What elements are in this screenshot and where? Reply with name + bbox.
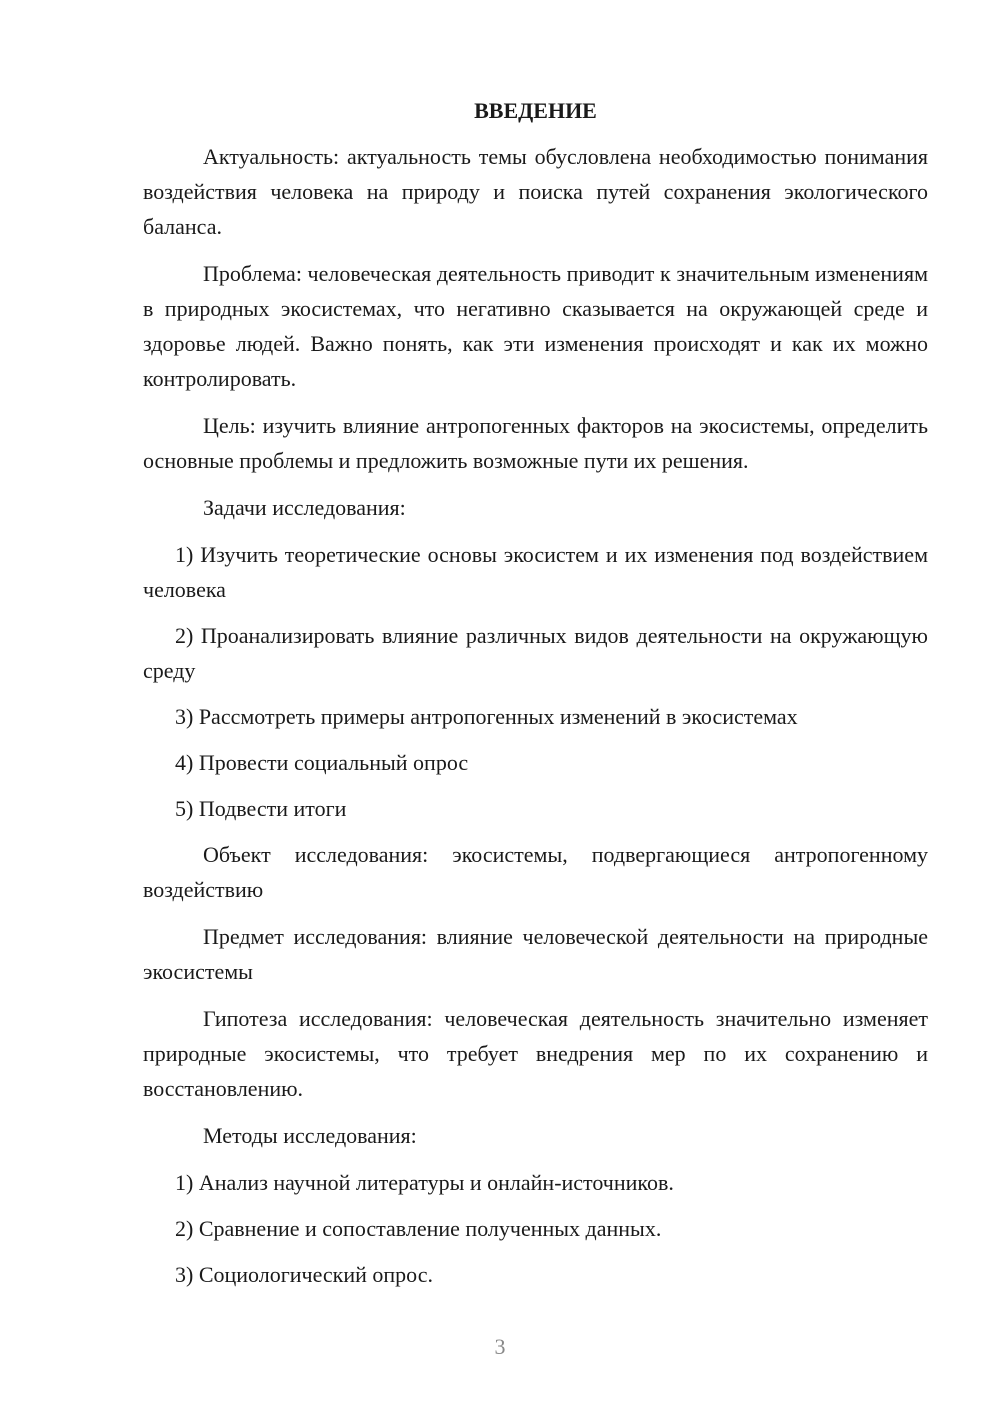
section-title: ВВЕДЕНИЕ [474,98,597,123]
task-item: 1) Изучить теоретические основы экосистем и их изменения под воздействием человека [143,542,928,602]
subject-paragraph: Предмет исследования: влияние человеческой деятельности на природные экосистемы [143,924,928,984]
task-item: 3) Рассмотреть примеры антропогенных изменений в экосистемах [175,704,798,729]
document-body [143,95,928,1303]
task-item: 5) Подвести итоги [175,796,347,821]
method-item: 1) Анализ научной литературы и онлайн-источников. [175,1170,674,1195]
object-paragraph: Объект исследования: экосистемы, подвергающиеся антропогенному воздействию [143,842,928,902]
task-item: 2) Проанализировать влияние различных видов деятельности на окружающую среду [143,623,928,683]
goal-paragraph: Цель: изучить влияние антропогенных факторов на экосистемы, определить основные проблемы и предложить возможные пути их решения. [143,413,928,473]
hypothesis-paragraph: Гипотеза исследования: человеческая деятельность значительно изменяет природные экосистемы, что требует внедрения мер по их сохранению и восстановлению. [143,1006,928,1101]
task-item: 4) Провести социальный опрос [175,750,469,775]
method-item: 2) Сравнение и сопоставление полученных данных. [175,1216,662,1241]
tasks-heading: Задачи исследования: [203,495,406,520]
problem-paragraph: Проблема: человеческая деятельность приводит к значительным изменениям в природных экосистемах, что негативно сказывается на окружающей среде и здоровье людей. Важно понять, как эти изменения происходят и как их можно контролировать. [143,261,928,391]
relevance-paragraph: Актуальность: актуальность темы обусловлена необходимостью понимания воздействия человека на природу и поиска путей сохранения экологического баланса. [143,144,928,239]
method-item: 3) Социологический опрос. [175,1262,433,1287]
page-number: 3 [494,1334,506,1359]
methods-heading: Методы исследования: [203,1123,417,1148]
